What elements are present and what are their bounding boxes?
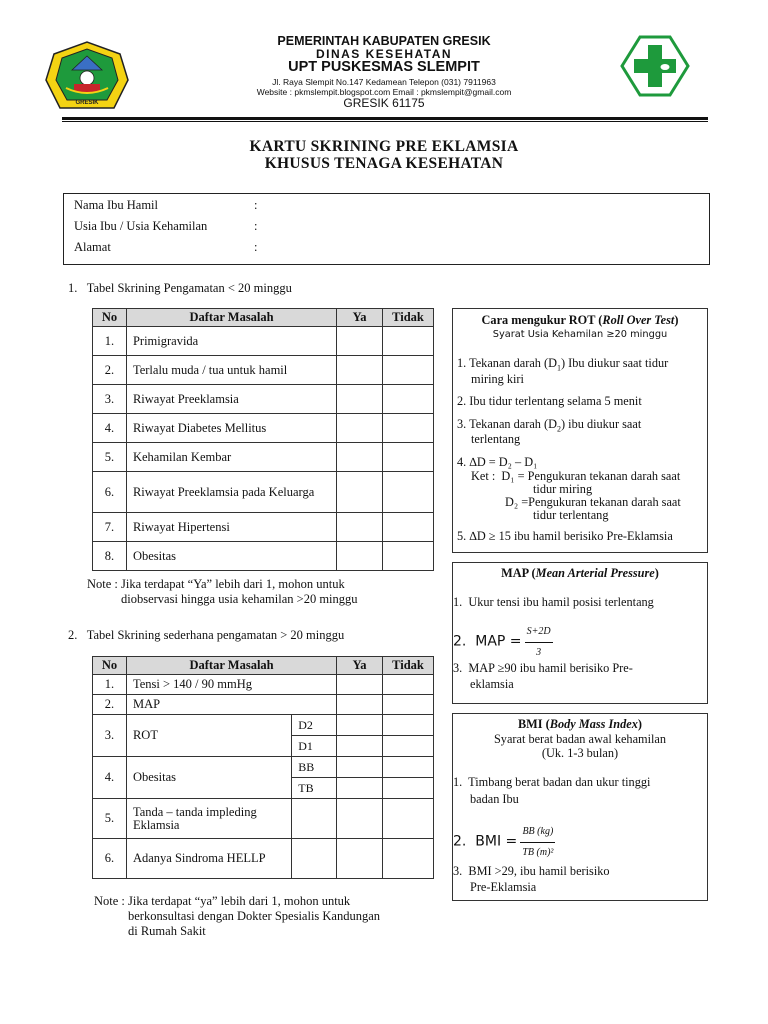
rot-subtitle: Syarat Usia Kehamilan ≥20 minggu: [492, 329, 668, 340]
ya-cell[interactable]: [337, 778, 383, 799]
bmi-item-2: [453, 822, 555, 863]
tidak-cell[interactable]: [383, 778, 434, 799]
ya-cell[interactable]: [337, 472, 383, 513]
ya-cell[interactable]: [337, 715, 383, 736]
ya-cell[interactable]: [337, 414, 383, 443]
field-colon-alamat: :: [254, 240, 258, 254]
gresik-logo-text: GRESIK: [75, 100, 99, 106]
identity-box: [63, 193, 710, 265]
map-panel: [452, 562, 708, 704]
ya-cell[interactable]: [337, 385, 383, 414]
rot-ket-2-cont: tidur terlentang: [533, 508, 609, 522]
map-item-1: 1. Ukur tensi ibu hamil posisi terlentang: [453, 595, 654, 609]
tidak-cell[interactable]: [383, 839, 434, 879]
table-row: [93, 356, 434, 385]
field-colon-nama: :: [254, 198, 258, 212]
rot-item-1-sub: 1: [556, 363, 561, 373]
header-rule-thin: [62, 121, 708, 122]
tidak-cell[interactable]: [383, 472, 434, 513]
bmi-subtitle-1: Syarat berat badan awal kehamilan: [493, 732, 667, 746]
row-no: 1.: [93, 675, 127, 695]
rot-ket-2: D₂ =Pengukuran tekanan darah saat: [505, 495, 681, 509]
map-fraction-denominator: 3: [536, 647, 542, 658]
table-row: [93, 472, 434, 513]
ya-cell[interactable]: [337, 327, 383, 356]
map-item-2: [453, 622, 553, 663]
table-row: [93, 414, 434, 443]
tidak-cell[interactable]: [383, 414, 434, 443]
table1-note-line2: diobservasi hingga usia kehamilan >20 minggu: [121, 592, 358, 606]
map-item-3: 3. MAP ≥90 ibu hamil berisiko Pre-: [453, 661, 633, 675]
bmi-item-1-cont: badan Ibu: [470, 792, 519, 806]
row-no: 6.: [93, 839, 127, 879]
map-title: [453, 566, 707, 581]
bmi-subtitle-2: (Uk. 1-3 bulan): [541, 746, 619, 760]
map-title-close: ): [654, 566, 659, 580]
tidak-cell[interactable]: [383, 542, 434, 571]
header-department: DINAS KESEHATAN: [315, 47, 453, 61]
header-contact: Website : pkmslempit.blogspot.com Email : pkmslempit@gmail.com: [256, 87, 512, 97]
screening-table-1: [92, 308, 434, 571]
header-institution: UPT PUSKESMAS SLEMPIT: [288, 59, 480, 75]
tidak-cell[interactable]: [383, 513, 434, 542]
rot-item-3-sub: 2: [556, 424, 561, 434]
rot-item-4: 4. ∆D = D₂ – D₁: [457, 455, 538, 469]
header-rule-thick: [62, 117, 708, 120]
bmi-formula-label: 2. BMI =: [453, 833, 518, 850]
row-no: 6.: [93, 472, 127, 513]
row-item: Adanya Sindroma HELLP: [126, 839, 291, 879]
bmi-item-3: 3. BMI >29, ibu hamil berisiko: [453, 864, 610, 878]
row-no: 5.: [93, 799, 127, 839]
row-no: 5.: [93, 443, 127, 472]
field-colon-usia: :: [254, 219, 258, 233]
rot-item-3-a: 3. Tekanan darah (D: [457, 417, 557, 431]
row-no: 2.: [93, 356, 127, 385]
ya-cell[interactable]: [337, 356, 383, 385]
page-title: KARTU SKRINING PRE EKLAMSIA: [249, 138, 519, 155]
ya-cell[interactable]: [337, 695, 383, 715]
table-row: [93, 513, 434, 542]
row-item: Obesitas: [126, 542, 336, 571]
col-problem: Daftar Masalah: [126, 309, 336, 327]
map-item-3-cont: eklamsia: [470, 677, 514, 691]
row-no: 8.: [93, 542, 127, 571]
field-label-alamat: Alamat: [74, 240, 111, 254]
tidak-cell[interactable]: [383, 695, 434, 715]
bmi-item-1: 1. Timbang berat badan dan ukur tinggi: [453, 775, 651, 789]
bmi-panel: [452, 713, 708, 901]
table2-note: [94, 894, 380, 939]
tidak-cell[interactable]: [383, 799, 434, 839]
header-city: GRESIK 61175: [343, 96, 425, 110]
row-item: Terlalu muda / tua untuk hamil: [126, 356, 336, 385]
row-item: Obesitas: [126, 757, 291, 799]
rot-title-close: ): [674, 313, 679, 327]
row-no: 4.: [93, 414, 127, 443]
field-label-usia: Usia Ibu / Usia Kehamilan: [74, 219, 208, 233]
table2-heading: 2. Tabel Skrining sederhana pengamatan > 20 minggu: [68, 628, 345, 642]
table1-note-line1: Note : Jika terdapat “Ya” lebih dari 1, mohon untuk: [87, 577, 345, 591]
tidak-cell[interactable]: [383, 736, 434, 757]
ya-cell[interactable]: [337, 736, 383, 757]
ya-cell[interactable]: [337, 542, 383, 571]
table-row: [93, 695, 434, 715]
row-item: Tanda – tanda impleding Eklamsia: [126, 799, 291, 839]
col-tidak: Tidak: [383, 309, 434, 327]
col-ya: Ya: [337, 309, 383, 327]
table2-note-line2: berkonsultasi dengan Dokter Spesialis Kandungan: [128, 909, 381, 923]
table-row: [93, 715, 434, 736]
bmi-title-italic: Body Mass Index: [549, 717, 638, 731]
sub-label: TB: [292, 778, 337, 799]
row-item: Riwayat Diabetes Mellitus: [126, 414, 336, 443]
map-fraction: [525, 622, 553, 663]
row-no: 3.: [93, 715, 127, 757]
empty-sub: [292, 839, 337, 879]
rot-item-1-b: ) Ibu diukur saat tidur: [560, 356, 669, 370]
rot-item-3-b: ) ibu diukur saat: [560, 417, 642, 431]
rot-item-2: 2. Ibu tidur terlentang selama 5 menit: [457, 394, 642, 408]
rot-item-5: 5. ∆D ≥ 15 ibu hamil berisiko Pre-Eklamsia: [457, 529, 673, 543]
rot-title-italic: Roll Over Test: [602, 313, 675, 327]
screening-table-2: [92, 656, 434, 879]
tidak-cell[interactable]: [383, 327, 434, 356]
green-cross-icon: [620, 35, 690, 97]
row-item: Tensi > 140 / 90 mmHg: [126, 675, 336, 695]
map-title-text: MAP (: [501, 566, 536, 580]
table2-note-line1: Note : Jika terdapat “ya” lebih dari 1, mohon untuk: [94, 894, 351, 908]
rot-item-1-a: 1. Tekanan darah (D: [457, 356, 557, 370]
row-item: MAP: [126, 695, 336, 715]
tidak-cell[interactable]: [383, 356, 434, 385]
table-row: [93, 799, 434, 839]
ya-cell[interactable]: [337, 675, 383, 695]
col-ya: Ya: [337, 657, 383, 675]
header-address: Jl. Raya Slempit No.147 Kedamean Telepon (031) 7911963: [272, 77, 496, 87]
col-no: No: [93, 309, 127, 327]
bmi-title-text: BMI (: [517, 717, 550, 731]
table-row: [93, 385, 434, 414]
tidak-cell[interactable]: [383, 675, 434, 695]
bmi-fraction-denominator: TB (m)²: [522, 847, 554, 858]
ya-cell[interactable]: [337, 443, 383, 472]
page-subtitle: KHUSUS TENAGA KESEHATAN: [264, 155, 504, 172]
map-title-italic: Mean Arterial Pressure: [535, 566, 655, 580]
table-header: [93, 657, 434, 675]
table1-heading: 1. Tabel Skrining Pengamatan < 20 minggu: [68, 281, 292, 295]
row-item: Kehamilan Kembar: [126, 443, 336, 472]
ya-cell[interactable]: [337, 513, 383, 542]
row-no: 1.: [93, 327, 127, 356]
row-item: ROT: [126, 715, 291, 757]
map-fraction-numerator: S+2D: [525, 622, 553, 643]
tidak-cell[interactable]: [383, 443, 434, 472]
rot-ket-1-cont: tidur miring: [533, 482, 593, 496]
ya-cell[interactable]: [337, 839, 383, 879]
rot-title-text: Cara mengukur ROT (: [481, 313, 603, 327]
tidak-cell[interactable]: [383, 715, 434, 736]
bmi-fraction-numerator: BB (kg): [520, 822, 555, 843]
row-item: Riwayat Preeklamsia pada Keluarga: [126, 472, 336, 513]
col-problem: Daftar Masalah: [126, 657, 336, 675]
bmi-title-close: ): [637, 717, 642, 731]
ya-cell[interactable]: [337, 757, 383, 778]
rot-panel: [452, 308, 708, 553]
sub-label: BB: [292, 757, 337, 778]
sub-label: D1: [292, 736, 337, 757]
table-row: [93, 675, 434, 695]
ya-cell[interactable]: [337, 799, 383, 839]
table-row: [93, 327, 434, 356]
bmi-title: [453, 717, 707, 732]
row-no: 2.: [93, 695, 127, 715]
table-row: [93, 542, 434, 571]
bmi-fraction: [520, 822, 555, 863]
rot-title: [453, 313, 707, 328]
table-row: [93, 839, 434, 879]
sub-label: D2: [292, 715, 337, 736]
row-item: Primigravida: [126, 327, 336, 356]
table2-note-line3: di Rumah Sakit: [128, 924, 206, 938]
field-label-nama: Nama Ibu Hamil: [74, 198, 159, 212]
tidak-cell[interactable]: [383, 385, 434, 414]
table-header: [93, 309, 434, 327]
header-government: PEMERINTAH KABUPATEN GRESIK: [277, 34, 491, 48]
col-tidak: Tidak: [383, 657, 434, 675]
empty-sub: [292, 799, 337, 839]
rot-item-1-cont: miring kiri: [471, 372, 524, 386]
row-no: 7.: [93, 513, 127, 542]
map-formula-label: 2. MAP =: [453, 633, 522, 650]
table-row: [93, 757, 434, 778]
puskesmas-logo: [620, 35, 690, 97]
row-item: Riwayat Preeklamsia: [126, 385, 336, 414]
rot-item-3-cont: terlentang: [471, 432, 521, 446]
tidak-cell[interactable]: [383, 757, 434, 778]
table1-note: [87, 577, 358, 607]
row-no: 3.: [93, 385, 127, 414]
rot-ket-1: Ket : D₁ = Pengukuran tekanan darah saat: [471, 469, 681, 483]
bmi-item-3-cont: Pre-Eklamsia: [470, 880, 537, 894]
row-no: 4.: [93, 757, 127, 799]
row-item: Riwayat Hipertensi: [126, 513, 336, 542]
col-no: No: [93, 657, 127, 675]
table-row: [93, 443, 434, 472]
